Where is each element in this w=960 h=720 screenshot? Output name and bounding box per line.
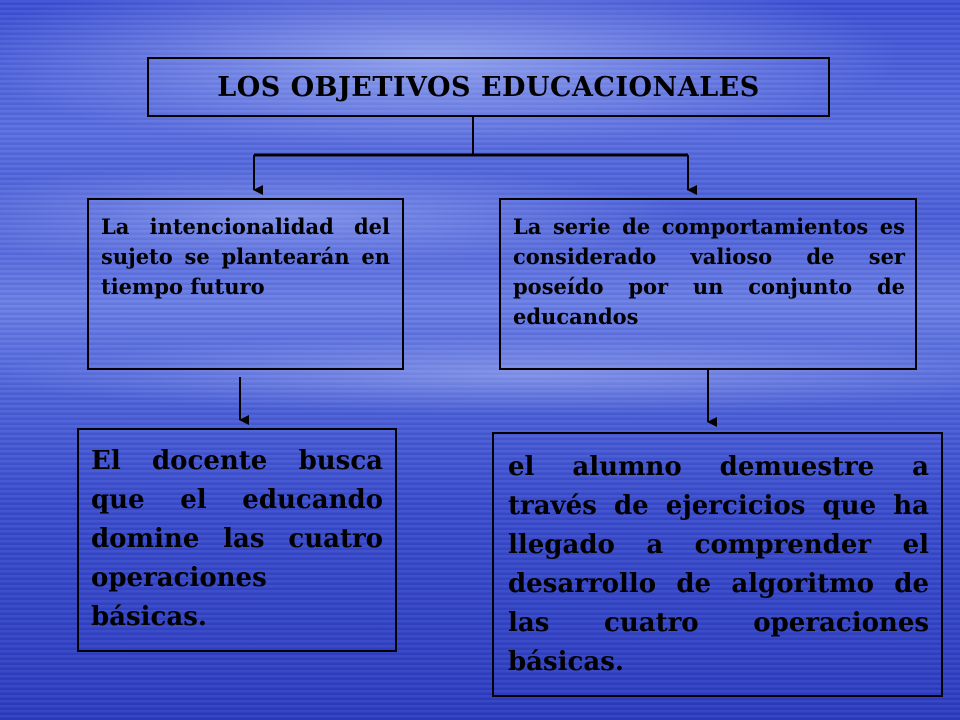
intencionalidad-text: La intencionalidad del sujeto se plantearán en tiempo futuro <box>101 214 390 299</box>
intencionalidad-box <box>87 198 404 370</box>
alumno-box <box>492 432 943 697</box>
comportamientos-text: La serie de comportamientos es considerado valioso de ser poseído por un conjunto de educandos <box>513 214 905 329</box>
docente-box <box>77 428 397 652</box>
comportamientos-box <box>499 198 917 370</box>
alumno-text: el alumno demuestre a través de ejercicios que ha llegado a comprender el desarrollo de algoritmo de las cuatro operaciones básicas. <box>508 452 929 677</box>
diagram-title: LOS OBJETIVOS EDUCACIONALES <box>217 71 760 103</box>
docente-text: El docente busca que el educando domine las cuatro operaciones básicas. <box>91 446 383 632</box>
title-box <box>147 57 830 117</box>
